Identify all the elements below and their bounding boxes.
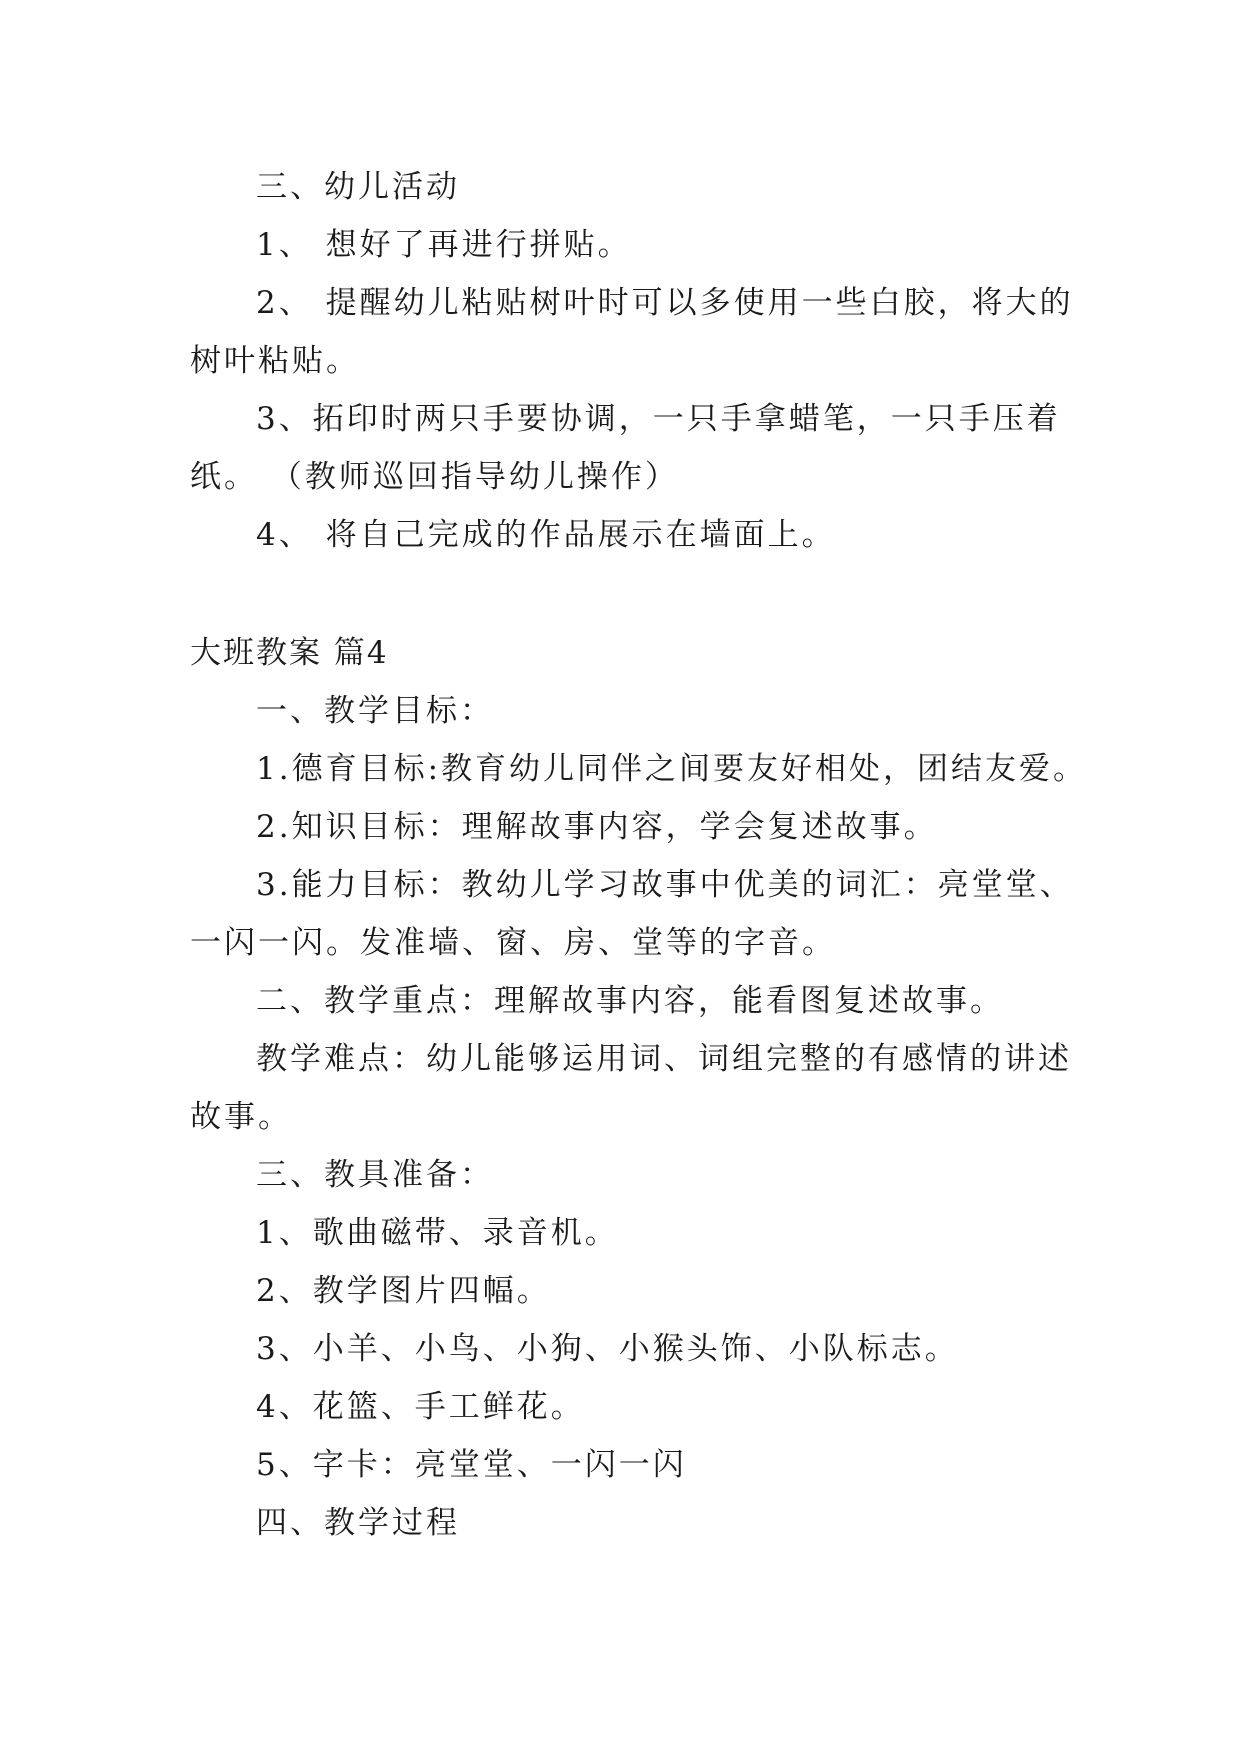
paragraph-line: 四、教学过程 xyxy=(256,1505,460,1541)
paragraph-line: 教学难点：幼儿能够运用词、词组完整的有感情的讲述 xyxy=(256,1041,1072,1077)
paragraph-line: 三、教具准备： xyxy=(256,1157,494,1193)
paragraph-line: 3、拓印时两只手要协调，一只手拿蜡笔，一只手压着 xyxy=(256,401,1061,437)
paragraph-line: 4、花篮、手工鲜花。 xyxy=(256,1389,585,1425)
lesson-title: 大班教案 篇4 xyxy=(190,635,389,671)
paragraph-line: 1、歌曲磁带、录音机。 xyxy=(256,1215,619,1251)
paragraph-line: 2、 提醒幼儿粘贴树叶时可以多使用一些白胶，将大的 xyxy=(256,285,1074,321)
section-heading: 三、幼儿活动 xyxy=(256,169,460,205)
paragraph-line: 1、 想好了再进行拼贴。 xyxy=(256,227,632,263)
paragraph-line: 1.德育目标:教育幼儿同伴之间要友好相处，团结友爱。 xyxy=(256,751,1088,787)
paragraph-line: 5、字卡：亮堂堂、一闪一闪 xyxy=(256,1447,687,1483)
paragraph-line: 2、教学图片四幅。 xyxy=(256,1273,551,1309)
section-gap xyxy=(190,564,1060,624)
paragraph-line: 一闪一闪。发准墙、窗、房、堂等的字音。 xyxy=(190,925,836,961)
paragraph-line: 一、教学目标： xyxy=(256,693,494,729)
paragraph-line: 二、教学重点：理解故事内容，能看图复述故事。 xyxy=(256,983,1004,1019)
paragraph-line: 3、小羊、小鸟、小狗、小猴头饰、小队标志。 xyxy=(256,1331,959,1367)
paragraph-line: 3.能力目标：教幼儿学习故事中优美的词汇：亮堂堂、 xyxy=(256,867,1074,903)
paragraph-line: 2.知识目标：理解故事内容，学会复述故事。 xyxy=(256,809,938,845)
paragraph-line: 4、 将自己完成的作品展示在墙面上。 xyxy=(256,517,836,553)
paragraph-line: 故事。 xyxy=(190,1099,292,1135)
document-body xyxy=(190,158,1088,1552)
paragraph-line: 树叶粘贴。 xyxy=(190,343,360,379)
paragraph-line: 纸。 （教师巡回指导幼儿操作） xyxy=(190,459,679,495)
